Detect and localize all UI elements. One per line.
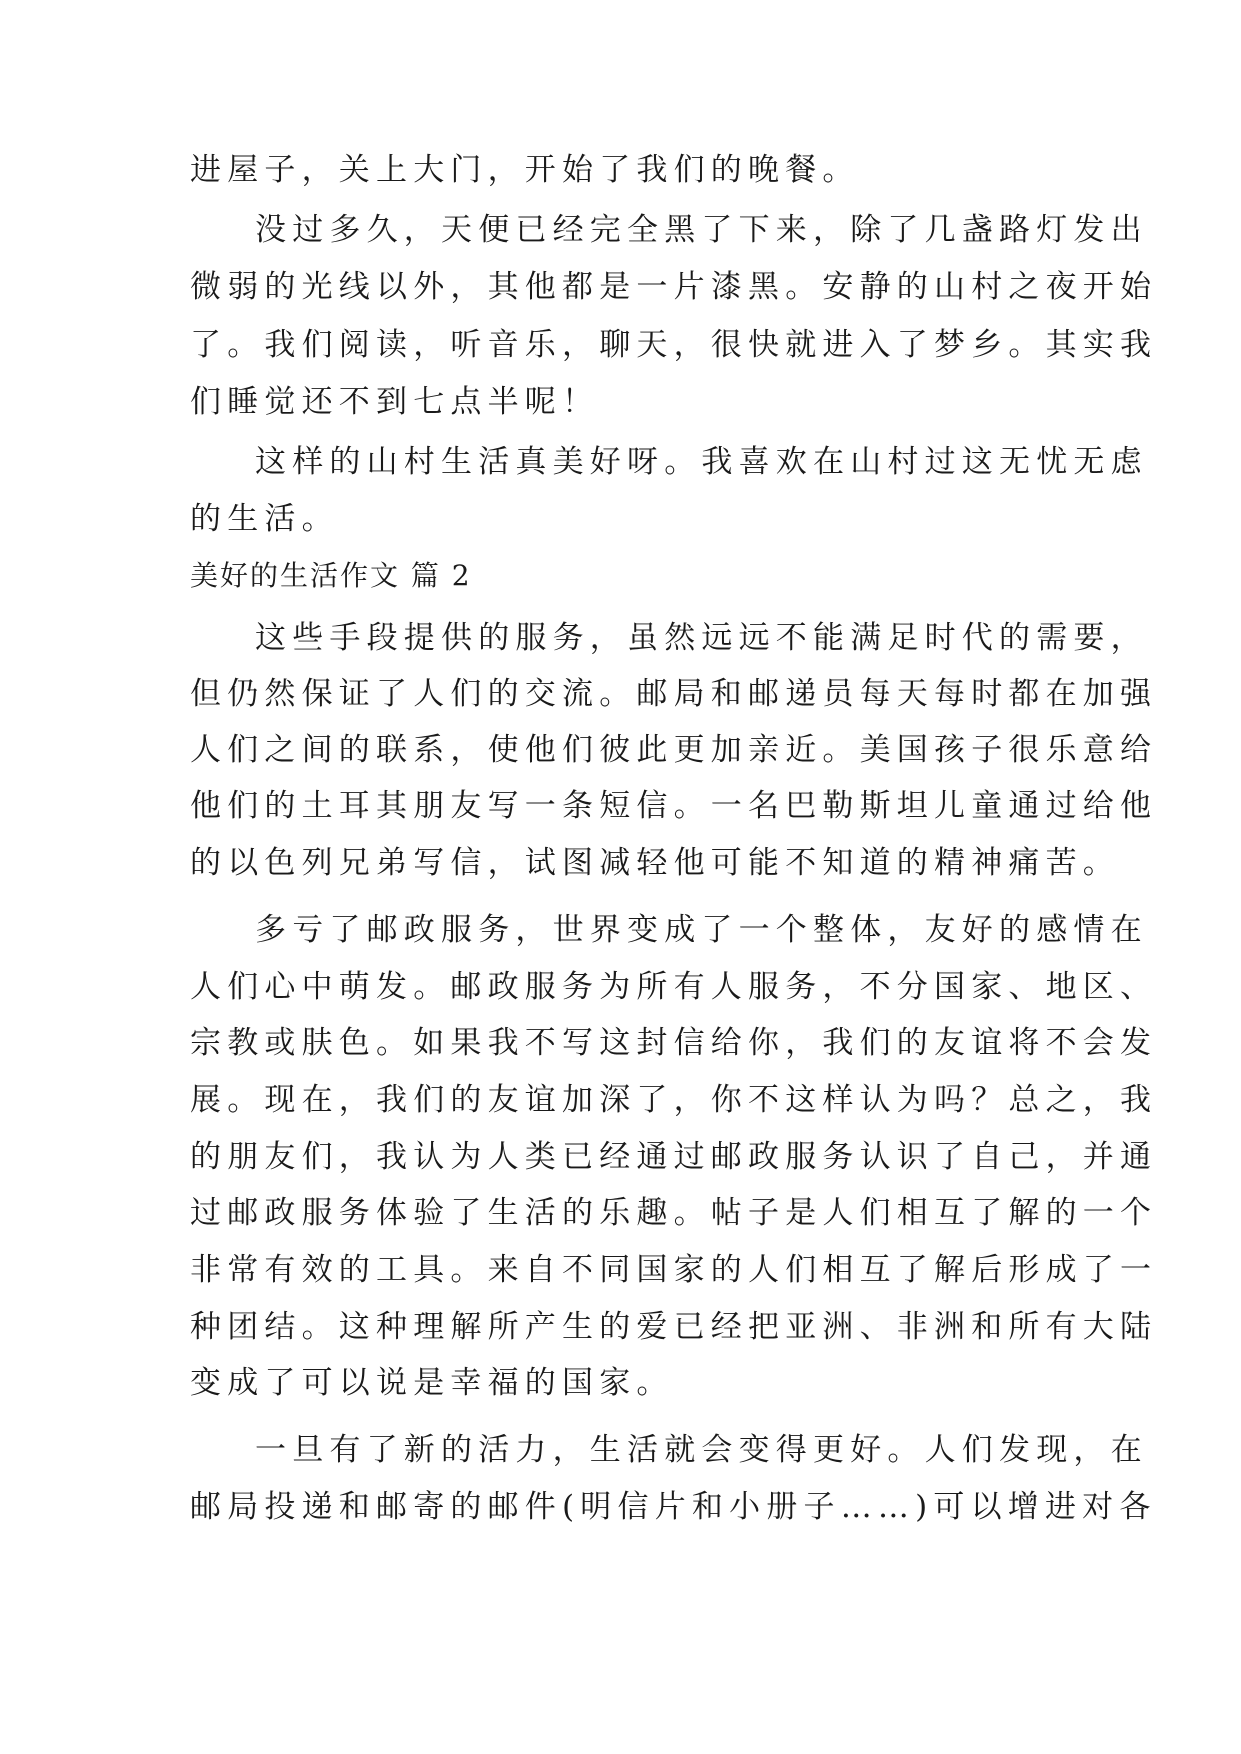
text-line: 但仍然保证了人们的交流。邮局和邮递员每天每时都在加强 bbox=[190, 676, 1158, 712]
text-line: 变成了可以说是幸福的国家。 bbox=[190, 1365, 674, 1401]
text-line: 宗教或肤色。如果我不写这封信给你，我们的友谊将不会发 bbox=[190, 1025, 1158, 1061]
paragraph-start-line: 一旦有了新的活力，生活就会变得更好。人们发现，在 bbox=[255, 1432, 1148, 1468]
text-line: 过邮政服务体验了生活的乐趣。帖子是人们相互了解的一个 bbox=[190, 1195, 1158, 1231]
text-line: 的朋友们，我认为人类已经通过邮政服务认识了自己，并通 bbox=[190, 1139, 1158, 1175]
text-line: 的生活。 bbox=[190, 501, 339, 537]
paragraph-start-line: 没过多久，天便已经完全黑了下来，除了几盏路灯发出 bbox=[255, 212, 1148, 248]
paragraph-start-line: 这样的山村生活真美好呀。我喜欢在山村过这无忧无虑 bbox=[255, 444, 1148, 480]
text-line: 他们的土耳其朋友写一条短信。一名巴勒斯坦儿童通过给他 bbox=[190, 788, 1158, 824]
text-line: 微弱的光线以外，其他都是一片漆黑。安静的山村之夜开始 bbox=[190, 269, 1158, 305]
text-line: 进屋子，关上大门，开始了我们的晚餐。 bbox=[190, 152, 860, 188]
paragraph-start-line: 这些手段提供的服务，虽然远远不能满足时代的需要， bbox=[255, 620, 1148, 656]
text-line: 人们之间的联系，使他们彼此更加亲近。美国孩子很乐意给 bbox=[190, 732, 1158, 768]
text-line: 的以色列兄弟写信，试图减轻他可能不知道的精神痛苦。 bbox=[190, 845, 1120, 881]
text-line: 了。我们阅读，听音乐，聊天，很快就进入了梦乡。其实我 bbox=[190, 327, 1158, 363]
text-line: 邮局投递和邮寄的邮件(明信片和小册子……)可以增进对各 bbox=[190, 1489, 1157, 1525]
text-line: 展。现在，我们的友谊加深了，你不这样认为吗？总之，我 bbox=[190, 1082, 1158, 1118]
text-line: 人们心中萌发。邮政服务为所有人服务，不分国家、地区、 bbox=[190, 969, 1158, 1005]
section-heading: 美好的生活作文 篇 2 bbox=[190, 559, 472, 592]
text-line: 种团结。这种理解所产生的爱已经把亚洲、非洲和所有大陆 bbox=[190, 1309, 1158, 1345]
text-line: 们睡觉还不到七点半呢！ bbox=[190, 384, 600, 420]
paragraph-start-line: 多亏了邮政服务，世界变成了一个整体，友好的感情在 bbox=[255, 912, 1148, 948]
text-line: 非常有效的工具。来自不同国家的人们相互了解后形成了一 bbox=[190, 1252, 1158, 1288]
